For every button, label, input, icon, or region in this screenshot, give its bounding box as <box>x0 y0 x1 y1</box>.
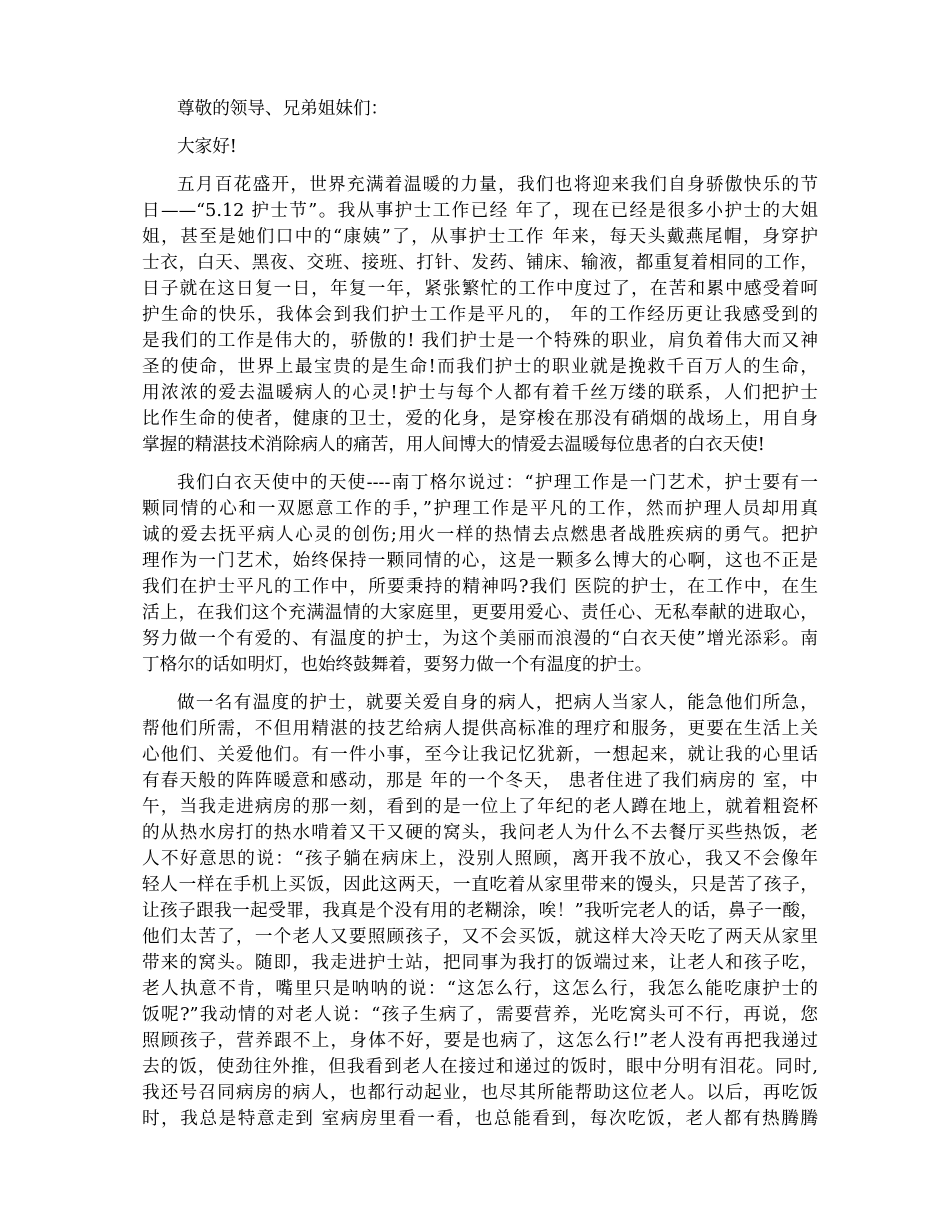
paragraph-line: 努力做一个有爱的、有温度的护士，为这个美丽而浪漫的“白衣天使”增光添彩。南 <box>142 629 818 649</box>
paragraph-line: 日——“5.12 护士节”。我从事护士工作已经 年了，现在已经是很多小护士的大姐 <box>142 201 818 221</box>
body-paragraph <box>142 470 818 678</box>
paragraph-line: 我们白衣天使中的天使----南丁格尔说过：“护理工作是一门艺术，护士要有一 <box>177 473 818 493</box>
paragraph-line: 有春天般的阵阵暖意和感动，那是 年的一个冬天， 患者住进了我们病房的 室，中 <box>142 771 818 791</box>
salutation-line: 尊敬的领导、兄弟姐妹们： <box>177 99 389 119</box>
paragraph-line: 帮他们所需，不但用精湛的技艺给病人提供高标准的理疗和服务，更要在生活上关 <box>142 719 818 739</box>
paragraph-line: 我们在护士平凡的工作中，所要秉持的精神吗?我们 医院的护士，在工作中，在生 <box>142 577 818 597</box>
paragraph-line: 饭呢?”我动情的对老人说：“孩子生病了，需要营养，光吃窝头可不行，再说，您 <box>142 1005 818 1025</box>
paragraph-line: 圣的使命，世界上最宝贵的是生命!而我们护士的职业就是挽救千百万人的生命， <box>142 357 818 377</box>
salutation-paragraph <box>142 96 818 122</box>
paragraph-line: 姐，甚至是她们口中的“康姨”了，从事护士工作 年来，每天头戴燕尾帽，身穿护 <box>142 227 818 247</box>
paragraph-line: 去的饭，使劲往外推，但我看到老人在接过和递过的饭时，眼中分明有泪花。同时, <box>142 1057 818 1077</box>
paragraph-line: 日子就在这日复一日，年复一年，紧张繁忙的工作中度过了，在苦和累中感受着呵 <box>142 279 818 299</box>
paragraph-line: 人不好意思的说：“孩子躺在病床上，没别人照顾，离开我不放心，我又不会像年 <box>142 849 818 869</box>
paragraph-line: 颗同情的心和一双愿意工作的手，”护理工作是平凡的工作，然而护理人员却用真 <box>142 499 818 519</box>
paragraph-line: 护生命的快乐，我体会到我们护士工作是平凡的， 年的工作经历更让我感受到的 <box>142 305 818 325</box>
paragraph-line: 用浓浓的爱去温暖病人的心灵!护士与每个人都有着千丝万缕的联系，人们把护士 <box>142 383 818 403</box>
greeting-paragraph <box>142 134 818 160</box>
paragraph-line: 诚的爱去抚平病人心灵的创伤;用火一样的热情去点燃患者战胜疾病的勇气。把护 <box>142 525 818 545</box>
paragraph-line: 我还号召同病房的病人，也都行动起业，也尽其所能帮助这位老人。以后，再吃饭 <box>142 1083 818 1103</box>
paragraph-line: 活上，在我们这个充满温情的大家庭里，更要用爱心、责任心、无私奉献的进取心， <box>142 603 818 623</box>
paragraph-line: 心他们、关爱他们。有一件小事，至今让我记忆犹新，一想起来，就让我的心里话 <box>142 745 818 765</box>
paragraph-line: 时，我总是特意走到 室病房里看一看，也总能看到，每次吃饭，老人都有热腾腾 <box>142 1109 818 1129</box>
paragraph-line: 照顾孩子，营养跟不上，身体不好，要是也病了，这怎么行!”老人没有再把我递过 <box>142 1031 818 1051</box>
paragraph-line: 午，当我走进病房的那一刻，看到的是一位上了年纪的老人蹲在地上，就着粗瓷杯 <box>142 797 818 817</box>
document-page <box>142 96 818 1144</box>
paragraph-line: 轻人一样在手机上买饭，因此这两天，一直吃着从家里带来的馒头，只是苦了孩子， <box>142 875 818 895</box>
paragraph-line: 比作生命的使者，健康的卫士，爱的化身，是穿梭在那没有硝烟的战场上，用自身 <box>142 409 818 429</box>
paragraph-line: 带来的窝头。随即，我走进护士站，把同事为我打的饭端过来，让老人和孩子吃， <box>142 953 818 973</box>
paragraph-line: 丁格尔的话如明灯，也始终鼓舞着，要努力做一个有温度的护士。 <box>142 655 653 675</box>
paragraph-line: 老人执意不肯，嘴里只是呐呐的说：“这怎么行，这怎么行，我怎么能吃康护士的 <box>142 979 818 999</box>
greeting-line: 大家好! <box>177 137 237 157</box>
body-paragraph <box>142 172 818 458</box>
paragraph-line: 让孩子跟我一起受罪，我真是个没有用的老糊涂，唉！”我听完老人的话，鼻子一酸， <box>142 901 818 921</box>
paragraph-line: 做一名有温度的护士，就要关爱自身的病人，把病人当家人，能急他们所急， <box>177 693 818 713</box>
body-paragraphs <box>142 172 818 1132</box>
paragraph-line: 士衣，白天、黑夜、交班、接班、打针、发药、铺床、输液，都重复着相同的工作， <box>142 253 818 273</box>
paragraph-line: 的从热水房打的热水啃着又干又硬的窝头，我问老人为什么不去餐厅买些热饭，老 <box>142 823 818 843</box>
paragraph-line: 理作为一门艺术，始终保持一颗同情的心，这是一颗多么博大的心啊，这也不正是 <box>142 551 818 571</box>
body-paragraph <box>142 690 818 1132</box>
paragraph-line: 掌握的精湛技术消除病人的痛苦，用人间博大的情爱去温暖每位患者的白衣天使! <box>142 435 765 455</box>
paragraph-line: 是我们的工作是伟大的，骄傲的! 我们护士是一个特殊的职业，肩负着伟大而又神 <box>142 331 818 351</box>
paragraph-line: 他们太苦了，一个老人又要照顾孩子，又不会买饭，就这样大冷天吃了两天从家里 <box>142 927 818 947</box>
paragraph-line: 五月百花盛开，世界充满着温暖的力量，我们也将迎来我们自身骄傲快乐的节 <box>177 175 818 195</box>
